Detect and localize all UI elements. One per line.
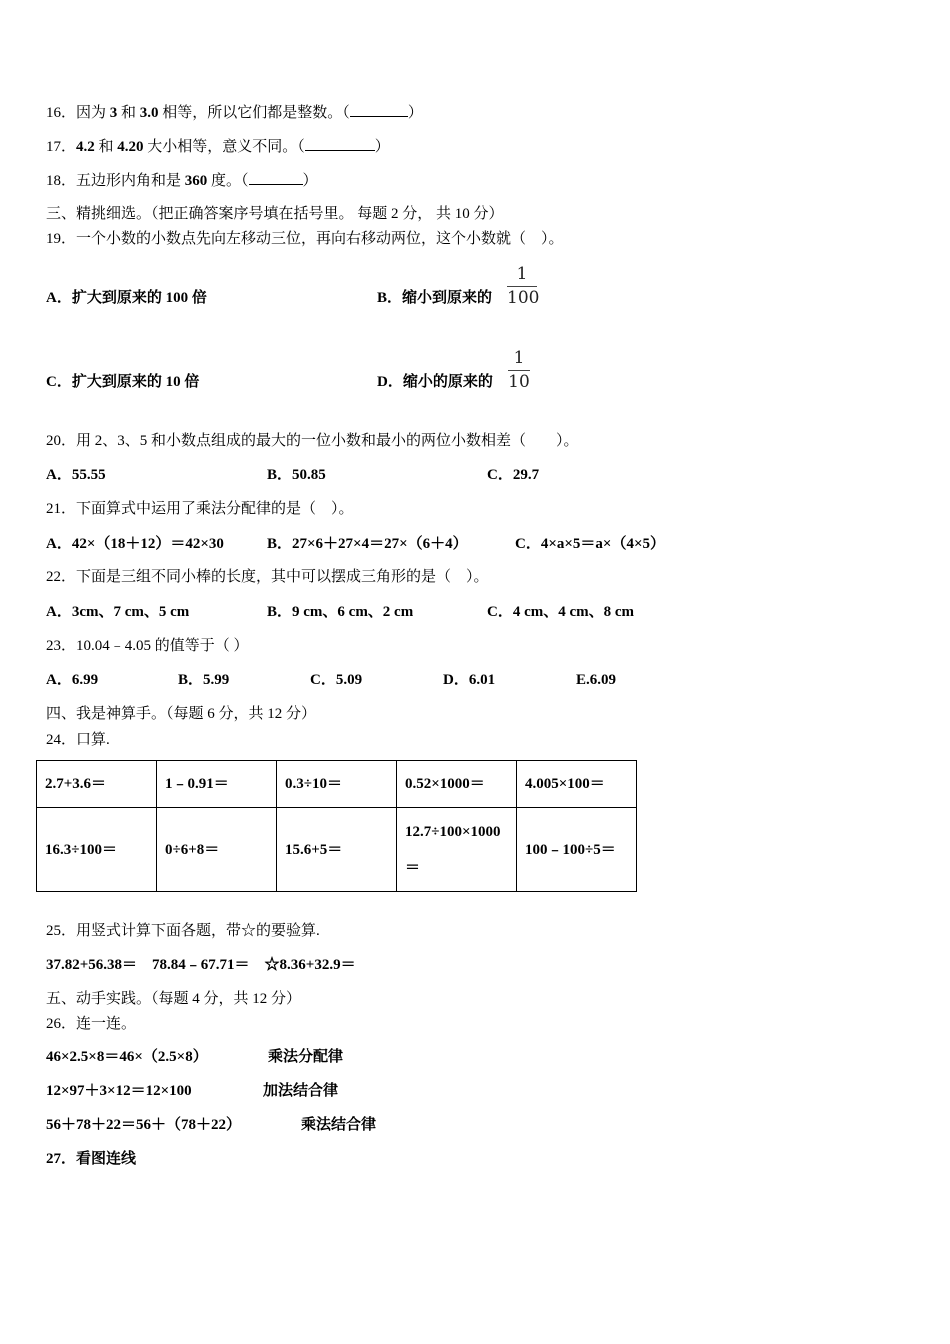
q23-option-d[interactable]: D．6.01 (443, 672, 496, 688)
q23-option-e[interactable]: E.6.09 (576, 672, 617, 688)
table-row (37, 808, 637, 892)
q22-option-c[interactable]: C．4 cm、4 cm、8 cm (487, 604, 635, 620)
table-cell-multiline[interactable] (397, 808, 517, 892)
q21-option-c[interactable]: C．4×a×5＝a×（4×5） (515, 536, 666, 552)
section-5-heading: 五、动手实践。（每题 4 分，共 12 分） (46, 991, 302, 1007)
q25-expressions: 37.82+56.38＝ 78.84﹣67.71＝ ☆8.36+32.9＝ (46, 957, 356, 973)
q26-right-item[interactable]: 乘法结合律 (301, 1117, 377, 1133)
question-24-stem: 24．口算. (46, 732, 110, 748)
q23-option-b[interactable]: B．5.99 (178, 672, 230, 688)
question-23-stem: 23．10.04﹣4.05 的值等于（ ） (46, 638, 249, 654)
q26-right-item[interactable]: 加法结合律 (263, 1083, 339, 1099)
question-20-stem: 20．用 2、3、5 和小数点组成的最大的一位小数和最小的两位小数相差（ ）。 (46, 433, 579, 449)
q22-option-a[interactable]: A．3cm、7 cm、5 cm (46, 604, 190, 620)
table-cell[interactable]: 16.3÷100＝ (37, 808, 157, 892)
q23-option-a[interactable]: A．6.99 (46, 672, 99, 688)
q21-option-b[interactable]: B．27×6＋27×4＝27×（6＋4） (267, 536, 468, 552)
question-19-stem: 19．一个小数的小数点先向左移动三位，再向右移动两位，这个小数就（ ）。 (46, 231, 564, 247)
table-cell[interactable]: 0÷6+8＝ (157, 808, 277, 892)
q26-right-item[interactable]: 乘法分配律 (268, 1049, 344, 1065)
q19-option-d[interactable]: D．缩小的原来的 (377, 374, 493, 390)
cell-expression: 12.7÷100×1000 (405, 823, 501, 840)
table-cell[interactable]: 4.005×100＝ (517, 761, 637, 808)
cell-equals: ＝ (405, 859, 421, 876)
q20-option-b[interactable]: B．50.85 (267, 467, 326, 483)
answer-blank[interactable] (249, 170, 303, 185)
q26-left-item[interactable]: 56＋78＋22＝56＋（78＋22） (46, 1117, 242, 1133)
table-cell[interactable]: 100﹣100÷5＝ (517, 808, 637, 892)
q21-option-a[interactable]: A．42×（18＋12）＝42×30 (46, 536, 224, 552)
answer-blank[interactable] (305, 136, 375, 151)
question-27-stem: 27．看图连线 (46, 1151, 137, 1167)
table-cell[interactable]: 2.7+3.6＝ (37, 761, 157, 808)
question-16: 16．因为 3 和 3.0 相等，所以它们都是整数。（ ） (46, 102, 423, 123)
section-4-heading: 四、我是神算手。（每题 6 分，共 12 分） (46, 706, 317, 722)
q20-option-c[interactable]: C．29.7 (487, 467, 540, 483)
question-25-stem: 25．用竖式计算下面各题，带☆的要验算. (46, 923, 320, 939)
q26-left-item[interactable]: 12×97＋3×12＝12×100 (46, 1083, 192, 1099)
question-21-stem: 21．下面算式中运用了乘法分配律的是（ ）。 (46, 501, 354, 517)
answer-blank[interactable] (350, 102, 408, 117)
q22-option-b[interactable]: B．9 cm、6 cm、2 cm (267, 604, 414, 620)
table-cell[interactable]: 0.52×1000＝ (397, 761, 517, 808)
table-cell[interactable]: 15.6+5＝ (277, 808, 397, 892)
q19-option-b[interactable]: B．缩小到原来的 (377, 290, 493, 306)
q19-b-fraction: 1 100 (507, 264, 540, 308)
question-18: 18．五边形内角和是 360 度。（ ） (46, 170, 318, 191)
mental-math-table (36, 760, 637, 892)
table-row (37, 761, 637, 808)
q23-option-c[interactable]: C．5.09 (310, 672, 363, 688)
q19-option-a[interactable]: A．扩大到原来的 100 倍 (46, 290, 207, 306)
question-22-stem: 22．下面是三组不同小棒的长度，其中可以摆成三角形的是（ ）。 (46, 569, 489, 585)
q19-option-c[interactable]: C．扩大到原来的 10 倍 (46, 374, 200, 390)
q20-option-a[interactable]: A．55.55 (46, 467, 106, 483)
q19-d-fraction: 1 10 (508, 348, 530, 392)
section-3-heading: 三、精挑细选。（把正确答案序号填在括号里。 每题 2 分， 共 10 分） (46, 206, 504, 222)
question-26-stem: 26．连一连。 (46, 1016, 137, 1032)
table-cell[interactable]: 0.3÷10＝ (277, 761, 397, 808)
q26-left-item[interactable]: 46×2.5×8＝46×（2.5×8） (46, 1049, 208, 1065)
question-17: 17．4.2 和 4.20 大小相等，意义不同。（ ） (46, 136, 390, 157)
table-cell[interactable]: 1﹣0.91＝ (157, 761, 277, 808)
